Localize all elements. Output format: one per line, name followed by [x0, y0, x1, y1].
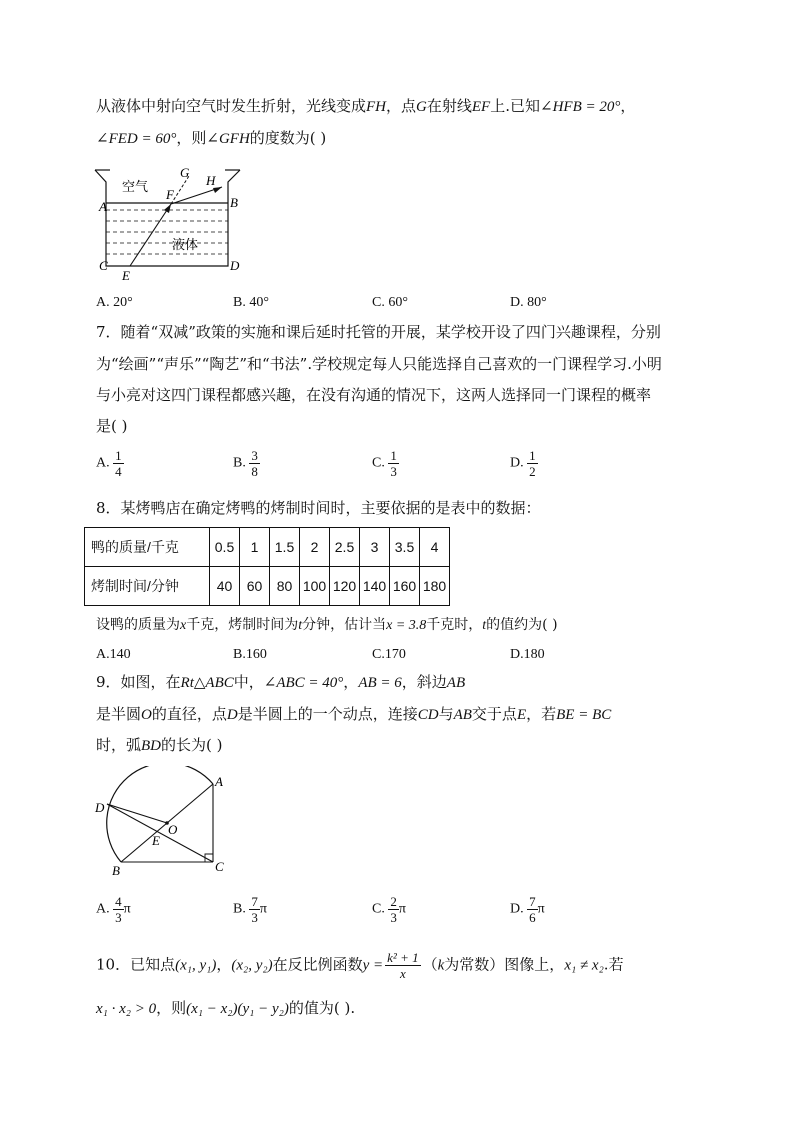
- q7-option-b[interactable]: B. $\frac{3}{8}$: [233, 448, 258, 479]
- q8-line-1: 8．某烤鸭店在确定烤鸭的烤制时间时，主要依据的是表中的数据：: [96, 499, 541, 517]
- label-G: G: [180, 165, 190, 180]
- table-row: [85, 567, 450, 606]
- label-D: D: [230, 258, 240, 273]
- q7-option-c[interactable]: C. $\frac{1}{3}$: [372, 448, 397, 479]
- ray-ef-arrow: [164, 204, 171, 213]
- label-E: E: [152, 833, 160, 848]
- q9-option-a[interactable]: A. $\frac{4}{3}$ π: [96, 894, 131, 925]
- q7-line-4: 是( ): [96, 417, 128, 435]
- label-air: 空气: [122, 179, 149, 194]
- q9-line-2: 是半圆O的直径，点D是半圆上的一个动点，连接CD与AB交于点E，若BE = BC: [96, 705, 612, 723]
- q8-option-c[interactable]: C.170: [372, 647, 406, 662]
- q8-option-d[interactable]: D.180: [510, 647, 545, 662]
- table-row: [85, 528, 450, 567]
- table-cell: 180: [420, 567, 450, 606]
- table-cell: 160: [390, 567, 420, 606]
- table-header-mass: 鸭的质量/千克: [85, 528, 210, 567]
- label-C: C: [99, 258, 108, 273]
- q6-line-2: ∠FED = 60°，则∠GFH的度数为( ): [96, 129, 327, 147]
- label-B: B: [112, 863, 120, 878]
- segment-dc: [107, 804, 213, 862]
- table-header-time: 烤制时间/分钟: [85, 567, 210, 606]
- q7-line-2: 为“绘画”“声乐”“陶艺”和“书法”.学校规定每人只能选择自己喜欢的一门课程学习.小明: [96, 355, 662, 373]
- q6-option-a[interactable]: A. 20°: [96, 295, 133, 310]
- q7-option-d[interactable]: D. $\frac{1}{2}$: [510, 448, 536, 479]
- label-D: D: [95, 800, 105, 815]
- label-liquid: 液体: [172, 237, 199, 252]
- q8-table: [84, 527, 450, 606]
- table-cell: 3: [360, 528, 390, 567]
- ray-ef: [130, 204, 171, 266]
- table-cell: 40: [210, 567, 240, 606]
- q9-line-1: 9．如图，在Rt△ABC中，∠ABC = 40°，AB = 6，斜边AB: [96, 673, 466, 691]
- label-E: E: [122, 268, 130, 282]
- q9-option-c[interactable]: C. $\frac{2}{3}$ π: [372, 894, 406, 925]
- container-outline: [95, 170, 240, 266]
- table-cell: 140: [360, 567, 390, 606]
- table-cell: 100: [300, 567, 330, 606]
- table-cell: 0.5: [210, 528, 240, 567]
- q9-semicircle-figure: [88, 766, 238, 882]
- table-cell: 60: [240, 567, 270, 606]
- table-cell: 4: [420, 528, 450, 567]
- label-C: C: [215, 859, 224, 874]
- q8-line-2: 设鸭的质量为x千克，烤制时间为t分钟，估计当x = 3.8千克时，t的值约为( ): [96, 617, 558, 633]
- label-B: B: [230, 195, 238, 210]
- label-A: A: [215, 774, 223, 789]
- q8-option-a[interactable]: A.140: [96, 647, 131, 662]
- q6-option-c[interactable]: C. 60°: [372, 295, 408, 310]
- q6-option-b[interactable]: B. 40°: [233, 295, 269, 310]
- label-A: A: [99, 199, 107, 214]
- q8-option-b[interactable]: B.160: [233, 647, 267, 662]
- table-cell: 1: [240, 528, 270, 567]
- q10-line-1: 10．已知点(x₁, y₁)，(x₂, y₂)在反比例函数y = $\frac{\text{k² + 1}}{x}$ （k为常数）图像上，x₁ ≠ x₂.若: [96, 950, 624, 981]
- q6-refraction-figure: [92, 160, 252, 282]
- q10-line-2: x₁ · x₂ > 0，则(x₁ − x₂)(y₁ − y₂)的值为( ).: [96, 999, 356, 1017]
- q9-line-3: 时，弧BD的长为( ): [96, 736, 223, 754]
- q7-option-a[interactable]: A. $\frac{1}{4}$: [96, 448, 122, 479]
- q9-option-d[interactable]: D. $\frac{7}{6}$ π: [510, 894, 545, 925]
- label-O: O: [168, 822, 178, 837]
- q6-option-d[interactable]: D. 80°: [510, 295, 547, 310]
- label-H: H: [206, 173, 216, 188]
- table-cell: 2.5: [330, 528, 360, 567]
- label-F: F: [166, 187, 174, 202]
- q7-line-1: 7．随着“双减”政策的实施和课后延时托管的开展，某学校开设了四门兴趣课程，分别: [96, 323, 661, 341]
- table-cell: 2: [300, 528, 330, 567]
- table-cell: 1.5: [270, 528, 300, 567]
- table-cell: 3.5: [390, 528, 420, 567]
- table-cell: 80: [270, 567, 300, 606]
- table-cell: 120: [330, 567, 360, 606]
- q6-line-1: 从液体中射向空气时发生折射，光线变成FH，点G在射线EF上.已知∠HFB = 20°，: [96, 97, 636, 115]
- q9-option-b[interactable]: B. $\frac{7}{3}$ π: [233, 894, 267, 925]
- q7-line-3: 与小亮对这四门课程都感兴趣，在没有沟通的情况下，这两人选择同一门课程的概率: [96, 386, 652, 404]
